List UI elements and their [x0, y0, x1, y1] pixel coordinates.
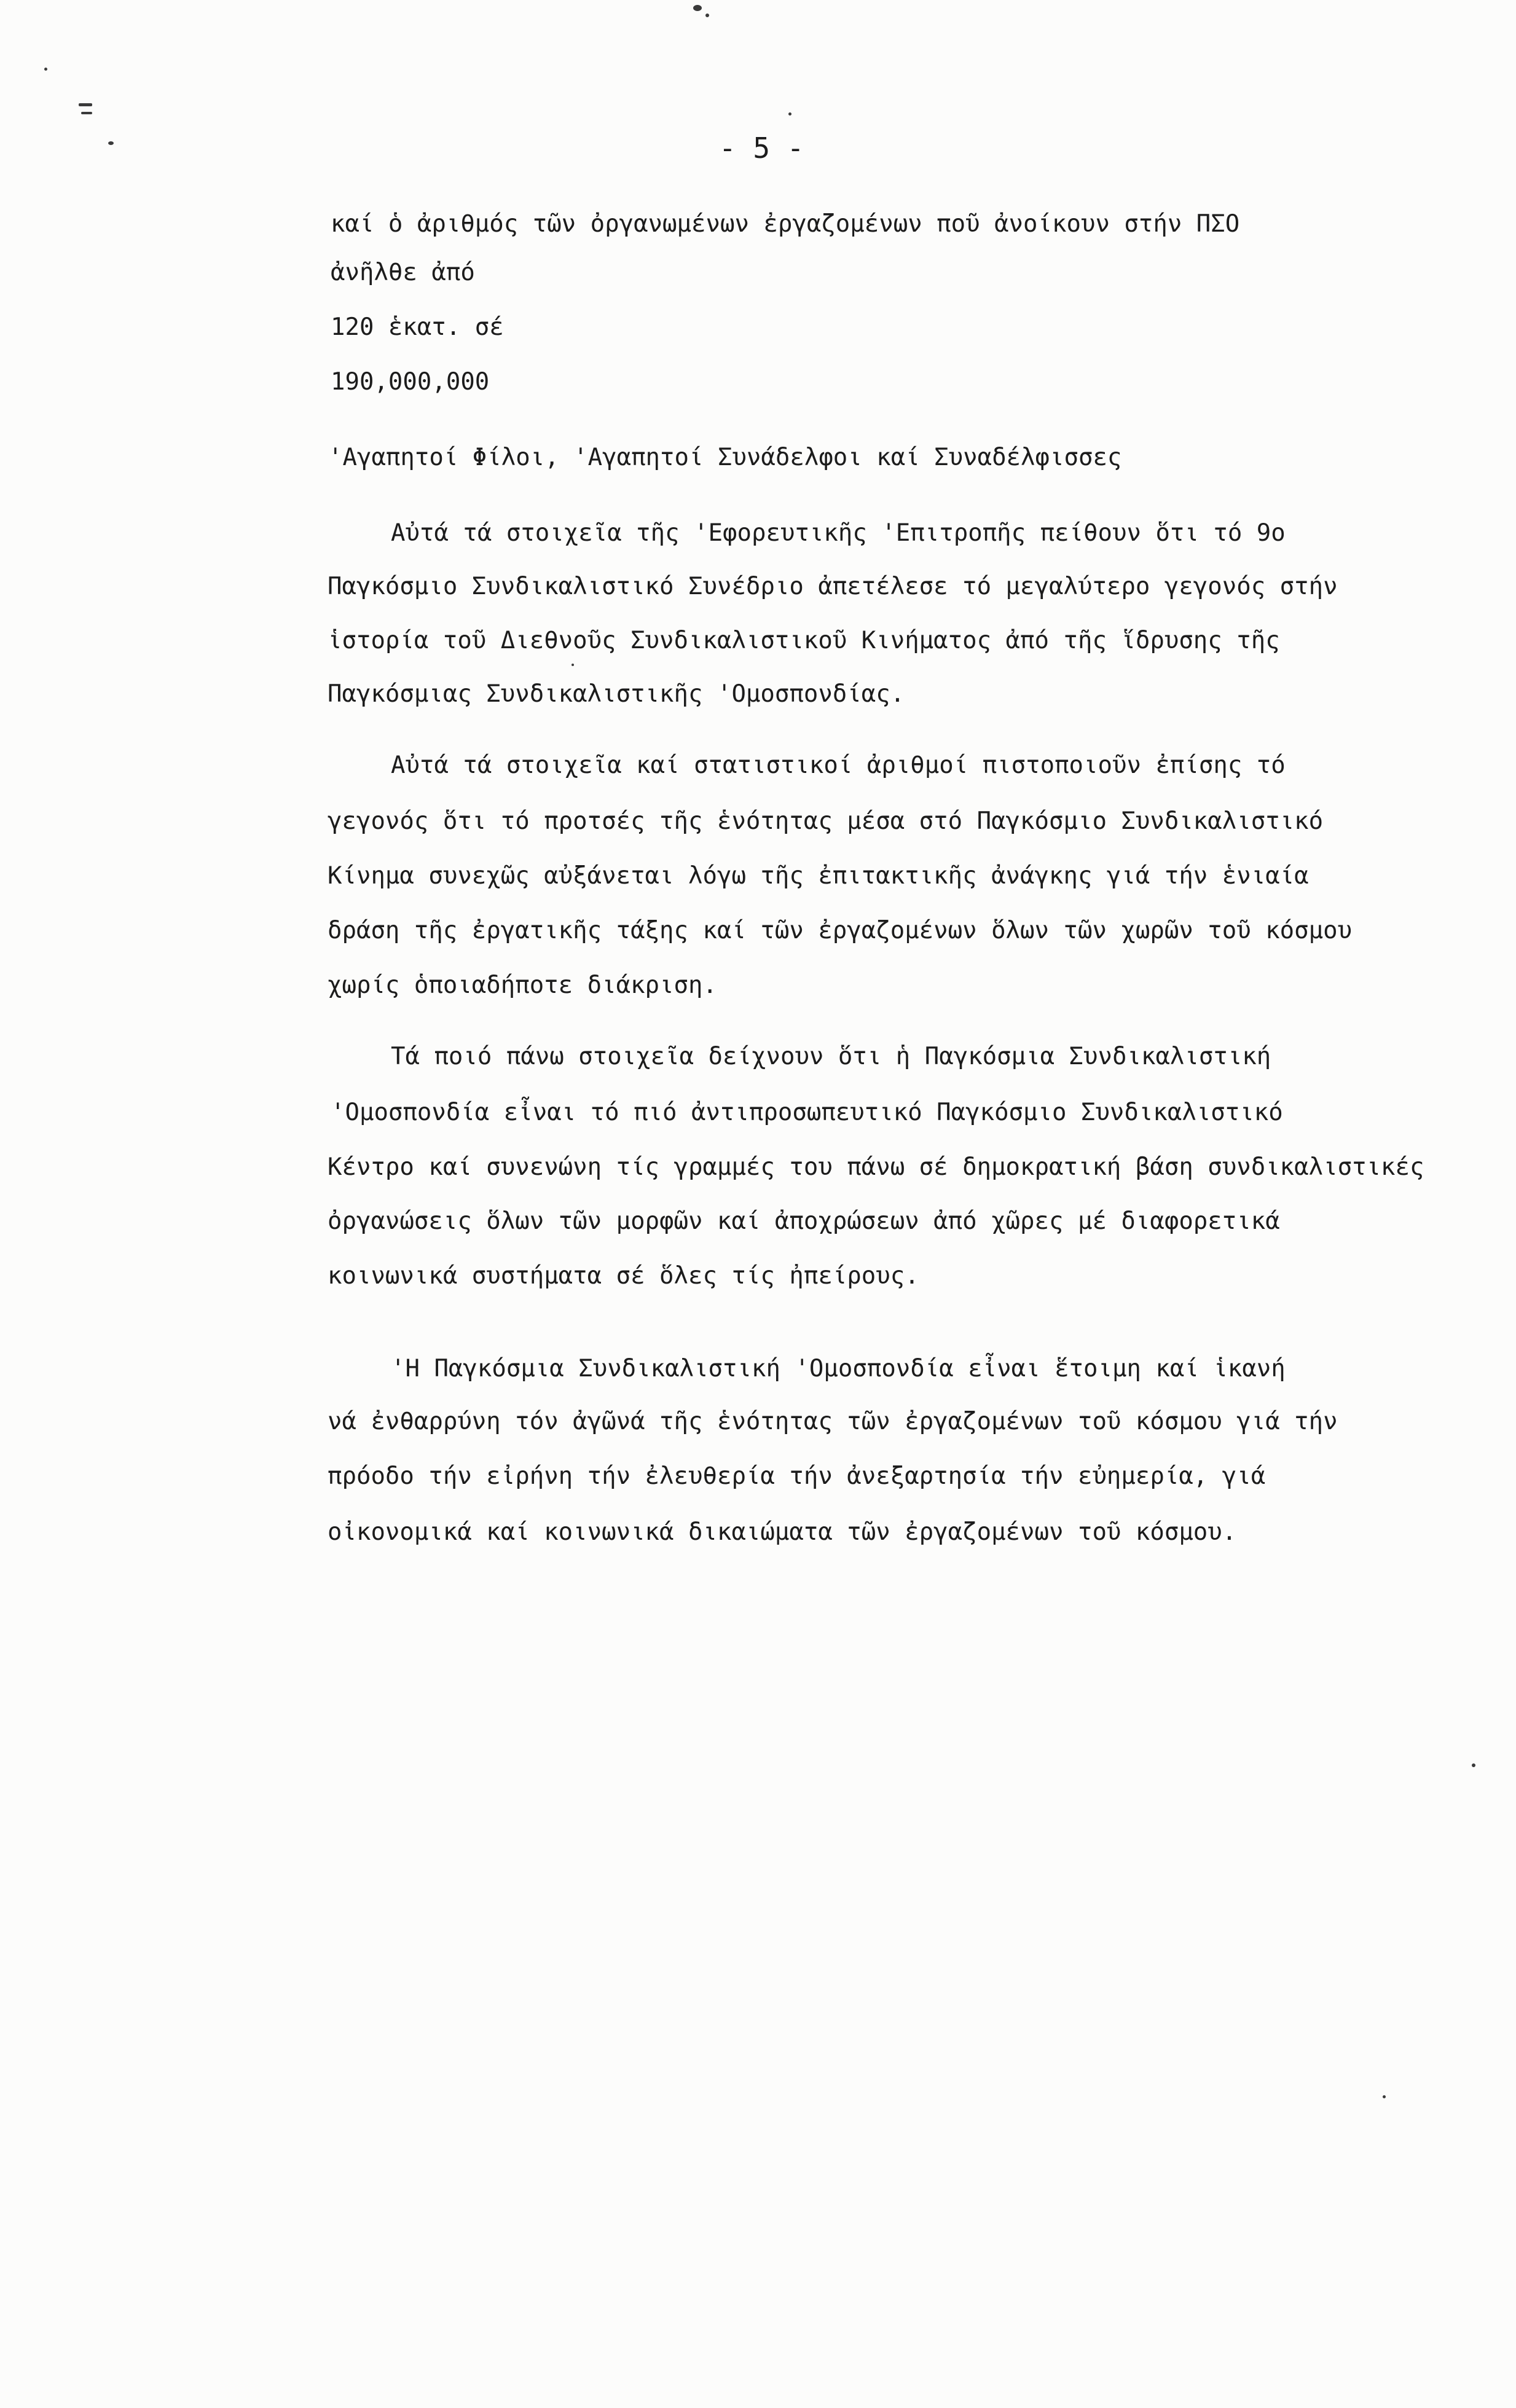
intro-line: 120 ἑκατ. σέ	[331, 313, 504, 341]
paragraph-1-line: Παγκόσμιας Συνδικαλιστικῆς 'Ομοσπονδίας.	[328, 680, 905, 708]
paragraph-2-line: γεγονός ὅτι τό προτσές τῆς ἑνότητας μέσα στό Παγκόσμιο Συνδικαλιστικό	[328, 807, 1324, 835]
paragraph-4-line: νά ἐνθαρρύνη τόν ἀγῶνά τῆς ἑνότητας τῶν ἐργαζομένων τοῦ κόσμου γιά τήν	[328, 1408, 1338, 1435]
scan-mark	[44, 68, 47, 71]
paragraph-3-line: Κέντρο καί συνενώνη τίς γραμμές του πάνω σέ δημοκρατική βάση συνδικαλιστικές	[328, 1153, 1424, 1181]
scan-mark	[1383, 2095, 1386, 2098]
scan-mark	[81, 112, 92, 114]
paragraph-3-line: ὀργανώσεις ὅλων τῶν μορφῶν καί ἀποχρώσεων ἀπό χῶρες μέ διαφορετικά	[328, 1207, 1280, 1235]
scan-mark	[1472, 1763, 1475, 1767]
scan-mark	[693, 5, 702, 11]
paragraph-2-line: Κίνημα συνεχῶς αὐξάνεται λόγω τῆς ἐπιτακτικῆς ἀνάγκης γιά τήν ἑνιαία	[328, 862, 1309, 890]
paragraph-2-line: δράση τῆς ἐργατικῆς τάξης καί τῶν ἐργαζομένων ὅλων τῶν χωρῶν τοῦ κόσμου	[328, 917, 1353, 944]
intro-line: 190,000,000	[331, 368, 490, 396]
paragraph-3-line: 'Ομοσπονδία εἶναι τό πιό ἀντιπροσωπευτικό Παγκόσμιο Συνδικαλιστικό	[331, 1099, 1283, 1126]
paragraph-1-line: Αὐτά τά στοιχεῖα τῆς 'Εφορευτικῆς 'Επιτροπῆς πείθουν ὅτι τό 9ο	[391, 519, 1286, 547]
intro-line: καί ὁ ἀριθμός τῶν ὀργανωμένων ἐργαζομένων ποῦ ἀνοίκουν στήν ΠΣΟ	[331, 210, 1240, 238]
page-number: - 5 -	[719, 131, 804, 165]
paragraph-3-line: κοινωνικά συστήματα σέ ὅλες τίς ἠπείρους.	[328, 1262, 919, 1290]
paragraph-4-line: 'Η Παγκόσμια Συνδικαλιστική 'Ομοσπονδία εἶναι ἕτοιμη καί ἱκανή	[391, 1355, 1286, 1382]
scan-mark	[571, 664, 574, 666]
intro-line: ἀνῆλθε ἀπό	[331, 259, 475, 286]
scan-mark	[788, 112, 791, 116]
salutation: 'Αγαπητοί Φίλοι, 'Αγαπητοί Συνάδελφοι καί Συναδέλφισσες	[328, 444, 1122, 471]
scan-mark	[705, 14, 709, 17]
paragraph-4-line: οἰκονομικά καί κοινωνικά δικαιώματα τῶν ἐργαζομένων τοῦ κόσμου.	[328, 1518, 1237, 1546]
paragraph-1-line: Παγκόσμιο Συνδικαλιστικό Συνέδριο ἀπετέλεσε τό μεγαλύτερο γεγονός στήν	[328, 573, 1338, 600]
paragraph-2-line: χωρίς ὁποιαδήποτε διάκριση.	[328, 971, 717, 999]
scan-mark	[79, 103, 92, 106]
paragraph-4-line: πρόοδο τήν εἰρήνη τήν ἐλευθερία τήν ἀνεξαρτησία τήν εὐημερία, γιά	[328, 1462, 1266, 1490]
paragraph-1-line: ἱστορία τοῦ Διεθνοῦς Συνδικαλιστικοῦ Κινήματος ἀπό τῆς ἵδρυσης τῆς	[328, 627, 1280, 654]
scan-mark	[108, 141, 114, 145]
paragraph-2-line: Αὐτά τά στοιχεῖα καί στατιστικοί ἀριθμοί πιστοποιοῦν ἐπίσης τό	[391, 751, 1286, 779]
paragraph-3-line: Τά ποιό πάνω στοιχεῖα δείχνουν ὅτι ἡ Παγκόσμια Συνδικαλιστική	[391, 1043, 1271, 1070]
